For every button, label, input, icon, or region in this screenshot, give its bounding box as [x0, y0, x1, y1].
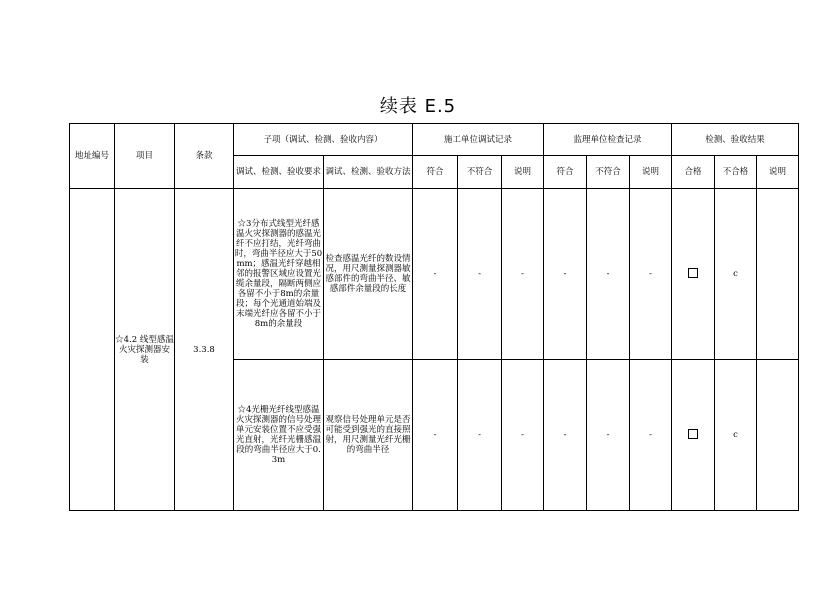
fail-cell[interactable]: c	[715, 189, 757, 360]
header-r-note: 说明	[757, 156, 799, 189]
header-item: 项目	[115, 124, 175, 189]
pass-checkbox[interactable]	[688, 268, 698, 278]
c-conform-cell[interactable]: -	[413, 360, 458, 511]
header-c-note: 说明	[502, 156, 544, 189]
header-method: 调试、检测、验收方法	[324, 156, 413, 189]
s-nonconform-cell[interactable]: -	[587, 189, 630, 360]
header-construction: 施工单位调试记录	[413, 124, 544, 156]
s-note-cell[interactable]: -	[630, 189, 672, 360]
pass-cell[interactable]	[672, 360, 715, 511]
header-result: 检测、验收结果	[672, 124, 799, 156]
s-conform-cell[interactable]: -	[544, 189, 587, 360]
page-title: 续表 E.5	[379, 96, 457, 117]
header-c-nonconform: 不符合	[458, 156, 502, 189]
header-clause: 条款	[175, 124, 234, 189]
address-cell	[70, 189, 115, 511]
header-sub-item: 子项（调试、检测、验收内容）	[234, 124, 413, 156]
method-cell: 检查感温光纤的数设情况，用尺测量探测器敏感部件的弯曲半径、敏感部件余量段的长度	[324, 189, 413, 360]
s-nonconform-cell[interactable]: -	[587, 360, 630, 511]
table-row	[70, 189, 799, 360]
c-note-cell[interactable]: -	[502, 189, 544, 360]
requirement-cell: ☆3分布式线型光纤感温火灾探测器的感温光纤不应打结，光纤弯曲时，弯曲半径应大于50mm；感温光纤穿越相邻的报警区域应设置光缆余量段，隔断两侧应各留不小于8m的余量段；每个光通道始端及末端光纤应各留不小于8m的余量段	[234, 189, 324, 360]
acceptance-table	[69, 123, 799, 511]
header-s-conform: 符合	[544, 156, 587, 189]
pass-cell[interactable]	[672, 189, 715, 360]
method-cell: 观察信号处理单元是否可能受到强光的直接照射，用尺测量光纤光栅的弯曲半径	[324, 360, 413, 511]
header-s-nonconform: 不符合	[587, 156, 630, 189]
s-note-cell[interactable]: -	[630, 360, 672, 511]
pass-checkbox[interactable]	[688, 429, 698, 439]
item-cell: ☆4.2 线型感温火灾探测器安装	[115, 189, 175, 511]
c-nonconform-cell[interactable]: -	[458, 189, 502, 360]
clause-cell: 3.3.8	[175, 189, 234, 511]
fail-cell[interactable]: c	[715, 360, 757, 511]
s-conform-cell[interactable]: -	[544, 360, 587, 511]
header-supervision: 监理单位检查记录	[544, 124, 672, 156]
header-fail: 不合格	[715, 156, 757, 189]
r-note-cell[interactable]	[757, 189, 799, 360]
c-nonconform-cell[interactable]: -	[458, 360, 502, 511]
header-s-note: 说明	[630, 156, 672, 189]
header-address: 地址编号	[70, 124, 115, 189]
c-conform-cell[interactable]: -	[413, 189, 458, 360]
c-note-cell[interactable]: -	[502, 360, 544, 511]
header-c-conform: 符合	[413, 156, 458, 189]
requirement-cell: ☆4光栅光纤线型感温火灾探测器的信号处理单元安装位置不应受强光直射，光纤光栅感温段的弯曲半径应大于0.3m	[234, 360, 324, 511]
header-requirement: 调试、检测、验收要求	[234, 156, 324, 189]
header-pass: 合格	[672, 156, 715, 189]
r-note-cell[interactable]	[757, 360, 799, 511]
